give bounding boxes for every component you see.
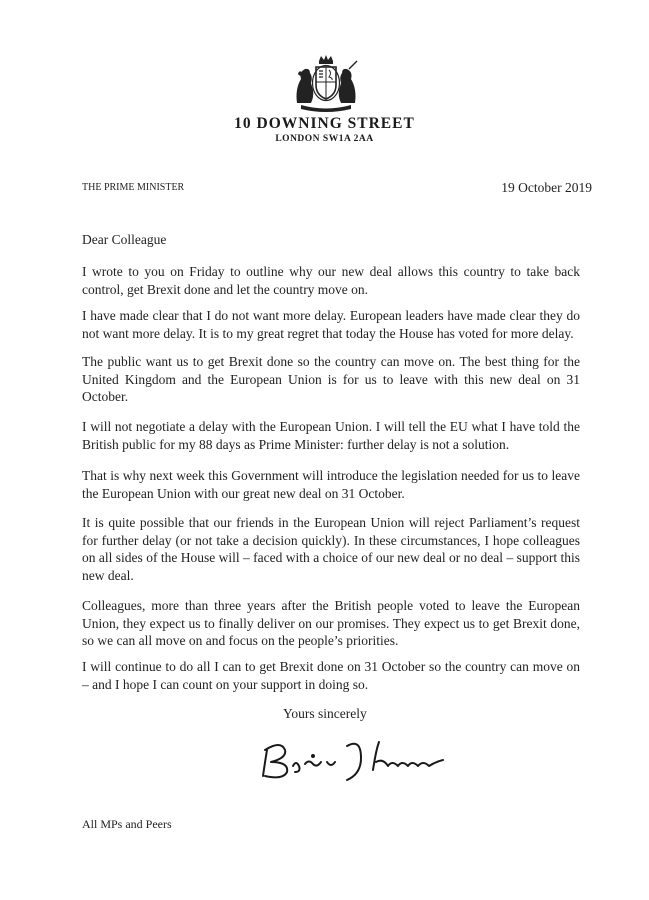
sender-title: THE PRIME MINISTER [82,182,185,193]
address-line1: 10 DOWNING STREET [234,115,415,132]
paragraph: It is quite possible that our friends in the European Union will reject Parliament’s request for further delay (or not take a decision quickly). In these circumstances, I hope colleagues on all sides of the House will – faced with a choice of our new deal or no deal – support this new deal. [82,515,580,583]
closing-line: Yours sincerely [283,706,367,721]
letter-date: 19 October 2019 [501,180,592,195]
paragraph: The public want us to get Brexit done so the country can move on. The best thing for the United Kingdom and the European Union is for us to leave with this new deal on 31 October. [82,354,580,404]
paragraph: I will continue to do all I can to get Brexit done on 31 October so the country can move on – and I hope I can count on your support in doing so. [82,659,580,692]
address-line2: LONDON SW1A 2AA [275,134,374,144]
paragraph: I wrote to you on Friday to outline why our new deal allows this country to take back control, get Brexit done and let the country move on. [82,264,580,297]
paragraph: That is why next week this Government will introduce the legislation needed for us to leave the European Union with our great new deal on 31 October. [82,468,580,501]
royal-coat-of-arms-icon [291,55,361,115]
paragraph: I will not negotiate a delay with the European Union. I will tell the EU what I have told the British public for my 88 days as Prime Minister: further delay is not a solution. [82,419,580,452]
paragraph: Colleagues, more than three years after the British people voted to leave the European Union, they expect us to finally deliver on our promises. They expect us to get Brexit done, so we can all move on and focus on the people’s priorities. [82,598,580,648]
recipients-line: All MPs and Peers [82,817,172,831]
paragraph: I have made clear that I do not want more delay. European leaders have made clear they do not want more delay. It is to my great regret that today the House has voted for more delay. [82,308,580,341]
handwritten-signature-icon [255,728,485,788]
salutation: Dear Colleague [82,232,167,247]
